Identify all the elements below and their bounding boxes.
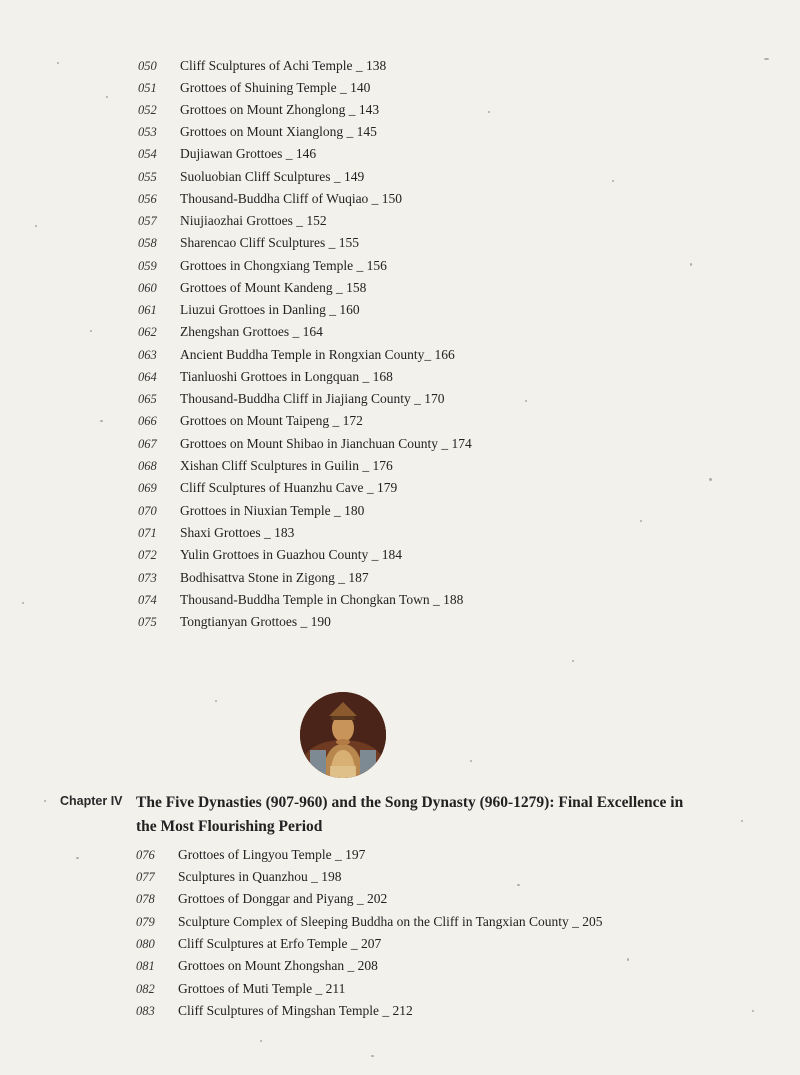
entry-title: Sharencao Cliff Sculptures _ 155 — [180, 235, 359, 250]
entry-title: Grottoes on Mount Shibao in Jianchuan County _ 174 — [180, 436, 472, 451]
paper-speck — [764, 58, 769, 60]
paper-speck — [106, 96, 108, 98]
entry-title: Tianluoshi Grottoes in Longquan _ 168 — [180, 369, 393, 384]
entry-number: 066 — [138, 414, 157, 428]
paper-speck — [517, 884, 520, 886]
paper-speck — [488, 111, 490, 113]
paper-speck — [525, 400, 527, 402]
paper-speck — [44, 800, 46, 802]
paper-speck — [709, 478, 712, 481]
paper-speck — [612, 180, 614, 182]
entry-number: 074 — [138, 593, 157, 607]
paper-speck — [100, 420, 103, 422]
entry-title: Cliff Sculptures of Huanzhu Cave _ 179 — [180, 480, 398, 495]
entry-number: 058 — [138, 236, 157, 250]
entry-number: 057 — [138, 214, 157, 228]
paper-speck — [57, 62, 59, 64]
entry-title: Ancient Buddha Temple in Rongxian County_ 166 — [180, 347, 455, 362]
entry-title: Niujiaozhai Grottoes _ 152 — [180, 213, 327, 228]
entry-number: 076 — [136, 848, 155, 862]
paper-speck — [470, 760, 472, 762]
entry-number: 077 — [136, 870, 155, 884]
entry-number: 067 — [138, 437, 157, 451]
entry-title: Grottoes on Mount Zhonglong _ 143 — [180, 102, 380, 117]
entry-title: Grottoes on Mount Taipeng _ 172 — [180, 413, 363, 428]
entry-number: 083 — [136, 1004, 155, 1018]
entry-title: Grottoes of Shuining Temple _ 140 — [180, 80, 371, 95]
entry-number: 061 — [138, 303, 157, 317]
paper-speck — [627, 958, 629, 961]
entry-title: Xishan Cliff Sculptures in Guilin _ 176 — [180, 458, 393, 473]
entry-title: Tongtianyan Grottoes _ 190 — [180, 614, 331, 629]
entry-title: Thousand-Buddha Temple in Chongkan Town _ 188 — [180, 592, 464, 607]
entry-title: Cliff Sculptures of Achi Temple _ 138 — [180, 58, 387, 73]
paper-speck — [76, 857, 79, 859]
entry-number: 054 — [138, 147, 157, 161]
entry-title: Zhengshan Grottoes _ 164 — [180, 324, 323, 339]
entry-title: Thousand-Buddha Cliff of Wuqiao _ 150 — [180, 191, 403, 206]
entry-title: Bodhisattva Stone in Zigong _ 187 — [180, 570, 369, 585]
entry-number: 056 — [138, 192, 157, 206]
entry-title: Sculptures in Quanzhou _ 198 — [178, 869, 342, 884]
entry-title: Grottoes in Niuxian Temple _ 180 — [180, 503, 365, 518]
entry-number: 062 — [138, 325, 157, 339]
paper-speck — [22, 602, 24, 604]
entry-number: 071 — [138, 526, 157, 540]
entry-number: 060 — [138, 281, 157, 295]
entry-title: Grottoes of Lingyou Temple _ 197 — [178, 847, 366, 862]
entry-title: Grottoes on Mount Zhongshan _ 208 — [178, 958, 378, 973]
entry-title: Yulin Grottoes in Guazhou County _ 184 — [180, 547, 402, 562]
entry-title: Sculpture Complex of Sleeping Buddha on the Cliff in Tangxian County _ 205 — [178, 914, 603, 929]
paper-speck — [35, 225, 37, 227]
paper-speck — [640, 520, 642, 522]
paper-speck — [90, 330, 92, 332]
entry-title: Grottoes of Mount Kandeng _ 158 — [180, 280, 367, 295]
paper-speck — [572, 660, 574, 662]
buddha-statue-image — [300, 692, 386, 778]
entry-number: 075 — [138, 615, 157, 629]
entry-number: 070 — [138, 504, 157, 518]
chapter-label: Chapter IV — [60, 794, 123, 808]
buddha-figure-icon — [300, 692, 386, 778]
entry-title: Thousand-Buddha Cliff in Jiajiang County _ 170 — [180, 391, 445, 406]
paper-speck — [371, 1055, 374, 1057]
paper-speck — [260, 1040, 262, 1042]
paper-speck — [215, 700, 217, 702]
entry-number: 051 — [138, 81, 157, 95]
entry-title: Grottoes of Donggar and Piyang _ 202 — [178, 891, 388, 906]
entry-number: 080 — [136, 937, 155, 951]
entry-number: 065 — [138, 392, 157, 406]
paper-speck — [690, 263, 692, 266]
chapter-title: The Five Dynasties (907-960) and the Song Dynasty (960-1279): Final Excellence in the Most Flourishing Period — [136, 794, 684, 835]
entry-number: 055 — [138, 170, 157, 184]
entry-number: 050 — [138, 59, 157, 73]
entry-title: Grottoes of Muti Temple _ 211 — [178, 981, 346, 996]
entry-title: Suoluobian Cliff Sculptures _ 149 — [180, 169, 365, 184]
paper-speck — [752, 1010, 754, 1012]
entry-title: Grottoes on Mount Xianglong _ 145 — [180, 124, 377, 139]
entry-number: 068 — [138, 459, 157, 473]
entry-number: 079 — [136, 915, 155, 929]
entry-title: Cliff Sculptures of Mingshan Temple _ 212 — [178, 1003, 413, 1018]
entry-number: 059 — [138, 259, 157, 273]
entry-number: 063 — [138, 348, 157, 362]
entry-number: 082 — [136, 982, 155, 996]
entry-title: Grottoes in Chongxiang Temple _ 156 — [180, 258, 387, 273]
entry-title: Shaxi Grottoes _ 183 — [180, 525, 295, 540]
entry-number: 078 — [136, 892, 155, 906]
entry-number: 064 — [138, 370, 157, 384]
entry-title: Liuzui Grottoes in Danling _ 160 — [180, 302, 360, 317]
entry-number: 053 — [138, 125, 157, 139]
entry-number: 052 — [138, 103, 157, 117]
entry-title: Cliff Sculptures at Erfo Temple _ 207 — [178, 936, 382, 951]
entry-number: 081 — [136, 959, 155, 973]
entry-number: 072 — [138, 548, 157, 562]
entry-number: 069 — [138, 481, 157, 495]
entry-number: 073 — [138, 571, 157, 585]
entry-title: Dujiawan Grottoes _ 146 — [180, 146, 317, 161]
paper-speck — [741, 820, 743, 822]
